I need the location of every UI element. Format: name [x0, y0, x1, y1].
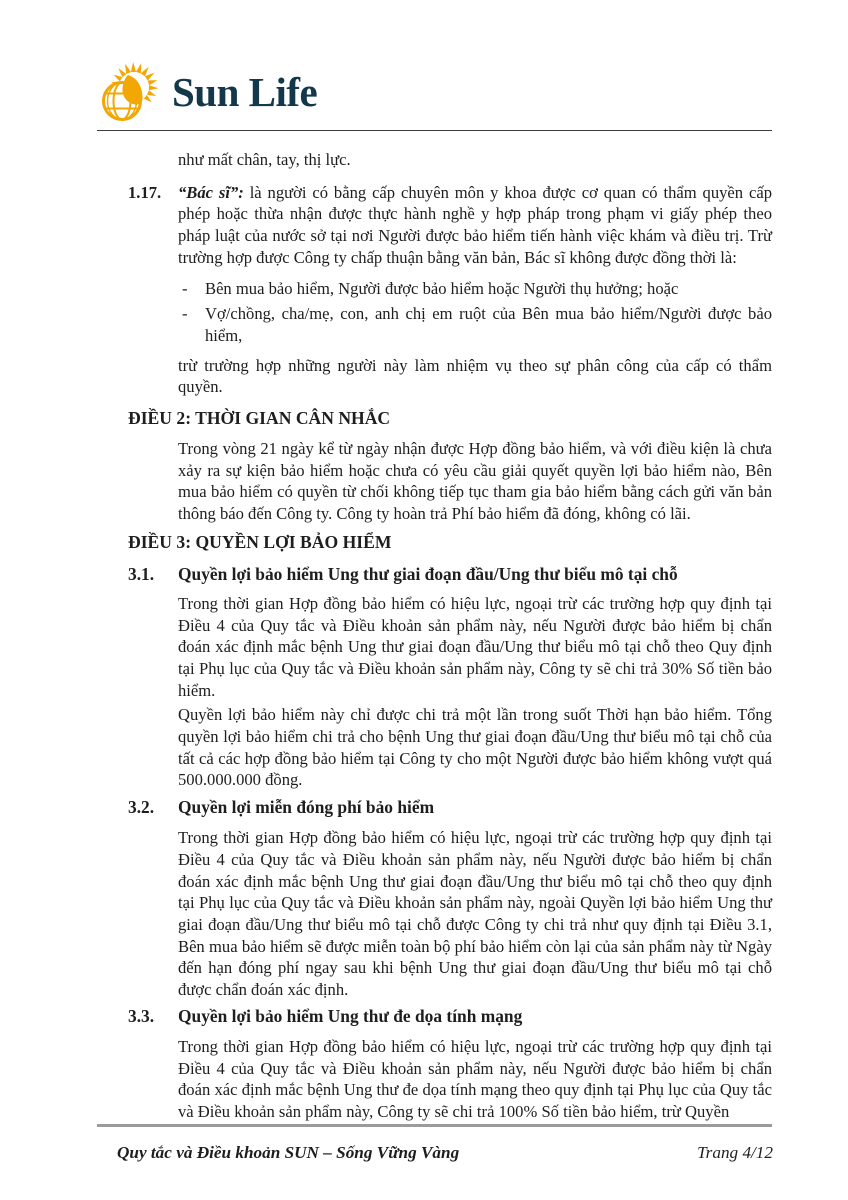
sunlife-sun-globe-icon: [98, 58, 162, 122]
paragraph: trừ trường hợp những người này làm nhiệm vụ theo sự phân công của cấp có thẩm quyền.: [178, 355, 772, 397]
paragraph: Trong thời gian Hợp đồng bảo hiểm có hiệu lực, ngoại trừ các trường hợp quy định tại Điều 4 của Quy tắc và Điều khoản sản phẩm này, nếu Người được bảo hiểm bị chẩn đoán xác định mắc bệnh Ung thư giai đoạn đầu/Ung thư biểu mô tại chỗ theo Quy định tại Phụ lục của Quy tắc và Điều khoản sản phẩm này, Công ty sẽ chi trả 30% Số tiền bảo hiểm.: [178, 593, 772, 700]
subsection-title: Quyền lợi miễn đóng phí bảo hiểm: [178, 797, 435, 818]
subsection-number: 3.3.: [128, 1005, 155, 1026]
logo-wordmark: Sun Life: [172, 68, 318, 115]
paragraph: Trong thời gian Hợp đồng bảo hiểm có hiệu lực, ngoại trừ các trường hợp quy định tại Điều 4 của Quy tắc và Điều khoản sản phẩm này, nếu Người được bảo hiểm bị chẩn đoán xác định mắc bệnh Ung thư giai đoạn đầu/Ung thư biểu mô tại chỗ theo quy định tại Phụ lục của Quy tắc và Điều khoản sản phẩm này, ngoài Quyền lợi bảo hiểm Ung thư giai đoạn đầu/Ung thư biểu mô tại chỗ được Công ty chi trả như quy định tại Điều 3.1, Bên mua bảo hiểm sẽ được miễn toàn bộ phí bảo hiểm còn lại của sản phẩm này từ Ngày đến hạn đóng phí ngay sau khi bệnh Ung thư giai đoạn đầu/Ung thư biểu mô tại chỗ được chẩn đoán xác định.: [178, 828, 772, 1000]
paragraph: Trong vòng 21 ngày kể từ ngày nhận được Hợp đồng bảo hiểm, và với điều kiện là chưa xảy ra sự kiện bảo hiểm hoặc chưa có yêu cầu giải quyết quyền lợi bảo hiểm nào, Bên mua bảo hiểm có quyền từ chối không tiếp tục tham gia bảo hiểm bằng cách gửi văn bản thông báo đến Công ty. Công ty hoàn trả Phí bảo hiểm đã đóng, không có lãi.: [178, 439, 772, 524]
paragraph: như mất chân, tay, thị lực.: [178, 150, 351, 169]
clause-number: 1.17.: [128, 182, 162, 202]
document-content: [128, 149, 772, 1123]
subsection-title: Quyền lợi bảo hiểm Ung thư giai đoạn đầu/Ung thư biểu mô tại chỗ: [178, 563, 678, 584]
footer-rule: [97, 1124, 772, 1127]
list-item-dash: [182, 278, 772, 300]
dash-marker: -: [182, 278, 188, 298]
sunlife-logo: [98, 58, 317, 122]
clause-body: [178, 182, 772, 269]
header-rule: [97, 130, 772, 131]
definition-text: là người có bằng cấp chuyên môn y khoa được cơ quan có thẩm quyền cấp phép hoặc thừa nhận được thực hành nghề y hợp pháp trong phạm vi giấy phép theo pháp luật của nước sở tại nơi Người được bảo hiểm tiến hành việc khám và điều trị. Trừ trường hợp được Công ty chấp thuận bằng văn bản, Bác sĩ không được đồng thời là:: [178, 182, 772, 267]
paragraph: Trong thời gian Hợp đồng bảo hiểm có hiệu lực, ngoại trừ các trường hợp quy định tại Điều 4 của Quy tắc và Điều khoản sản phẩm này, nếu Người được bảo hiểm bị chẩn đoán xác định mắc bệnh Ung thư đe dọa tính mạng theo quy định tại Phụ lục của Quy tắc và Điều khoản sản phẩm này, Công ty sẽ chi trả 100% Số tiền bảo hiểm, trừ Quyền: [178, 1036, 772, 1121]
footer-page-number: Trang 4/12: [697, 1143, 773, 1162]
subsection-number: 3.1.: [128, 563, 155, 584]
footer-document-title: Quy tắc và Điều khoản SUN – Sống Vững Vàng: [117, 1143, 460, 1162]
subsection-number: 3.2.: [128, 797, 155, 818]
numbered-definition: [128, 182, 772, 269]
list-item-text: Bên mua bảo hiểm, Người được bảo hiểm hoặc Người thụ hưởng; hoặc: [205, 278, 679, 298]
paragraph: Quyền lợi bảo hiểm này chỉ được chi trả một lần trong suốt Thời hạn bảo hiểm. Tổng quyền lợi bảo hiểm chi trả cho bệnh Ung thư giai đoạn đầu/Ung thư biểu mô tại chỗ của tất cả các hợp đồng bảo hiểm tại Công ty cho một Người được bảo hiểm không vượt quá 500.000.000 đồng.: [178, 705, 772, 790]
subsection-heading-3-2: [128, 796, 772, 819]
subsection-title: Quyền lợi bảo hiểm Ung thư đe dọa tính mạng: [178, 1005, 523, 1026]
subsection-heading-3-3: [128, 1005, 772, 1028]
section-heading-dieu-2: ĐIỀU 2: THỜI GIAN CÂN NHẮC: [128, 408, 391, 429]
list-item-dash: [182, 303, 772, 346]
footer: [117, 1143, 773, 1163]
subsection-heading-3-1: [128, 563, 772, 586]
section-heading-dieu-3: ĐIỀU 3: QUYỀN LỢI BẢO HIỂM: [128, 531, 392, 552]
defined-term: “Bác sĩ”:: [178, 182, 244, 202]
list-item-text: Vợ/chồng, cha/mẹ, con, anh chị em ruột của Bên mua bảo hiểm/Người được bảo hiểm,: [205, 304, 772, 345]
dash-marker: -: [182, 304, 188, 324]
